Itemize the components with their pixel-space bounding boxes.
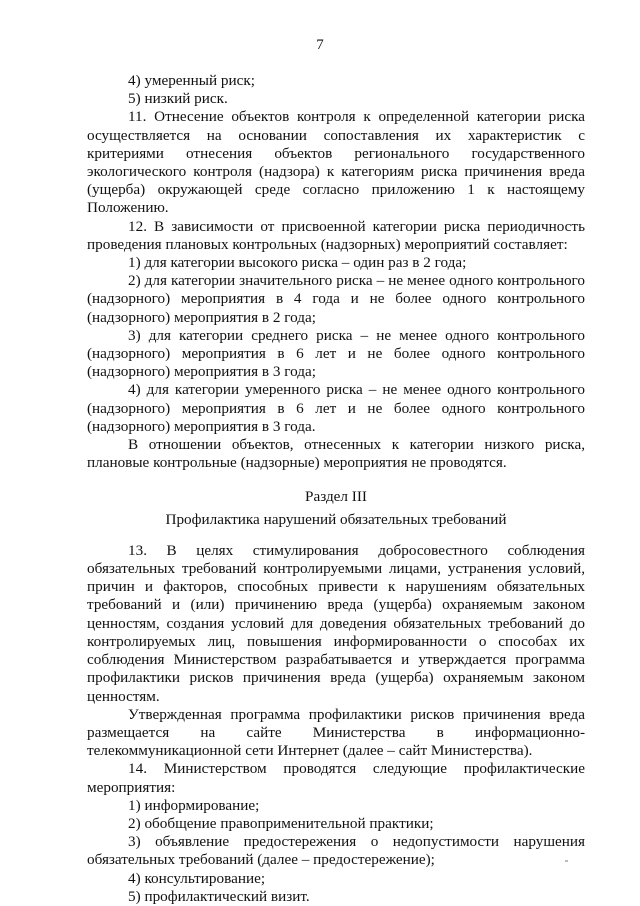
paragraph-14: 14. Министерством проводятся следующие профилактические мероприятия: — [87, 760, 585, 796]
list-item: 2) обобщение правоприменительной практики; — [128, 814, 434, 832]
list-item: 3) объявление предостережения о недопустимости нарушения обязательных требований (далее – предостережение); — [87, 833, 585, 869]
paragraph-13: 13. В целях стимулирования добросовестного соблюдения обязательных требований контролируемыми лицами, устранения условий, причин и факторов, способных привести к нарушениям обязательных требований и (или) причинению вреда (ущерба) охраняемым законом ценностям, создания условий для доведения обязательных требований до контролируемых лиц, повышения информированности о способах их соблюдения Министерством разрабатывается и утверждается программа профилактики рисков причинения вреда (ущерба) охраняемым законом ценностям. — [87, 541, 585, 705]
list-item: 4) консультирование; — [128, 869, 266, 887]
scan-artifact — [565, 860, 568, 862]
section-title: Профилактика нарушений обязательных требований — [165, 510, 507, 528]
list-item: 3) для категории среднего риска – не менее одного контрольного (надзорного) мероприятия в 6 лет и не более одного контрольного (надзорного) мероприятия в 3 года; — [87, 326, 585, 381]
page-number: 7 — [316, 37, 324, 53]
section-label: Раздел III — [305, 488, 367, 506]
list-item: 2) для категории значительного риска – не менее одного контрольного (надзорного) мероприятия в 4 года и не более одного контрольного (надзорного) мероприятия в 2 года; — [87, 272, 585, 326]
paragraph-11: 11. Отнесение объектов контроля к определенной категории риска осуществляется на основании сопоставления их характеристик с критериями отнесения объектов регионального государственного экологического контроля (надзора) к категориям риска причинения вреда (ущерба) окружающей среде согласно приложению 1 к настоящему Положению. — [87, 108, 585, 217]
list-item: 5) профилактический визит. — [128, 887, 310, 905]
paragraph: Утвержденная программа профилактики рисков причинения вреда размещается на сайте Министерства в информационно-телекоммуникационной сети Интернет (далее – сайт Министерства). — [87, 705, 585, 760]
paragraph: В отношении объектов, отнесенных к категории низкого риска, плановые контрольные (надзорные) мероприятия не проводятся. — [87, 436, 585, 472]
paragraph-12: 12. В зависимости от присвоенной категории риска периодичность проведения плановых контрольных (надзорных) мероприятий составляет: — [87, 217, 585, 253]
list-item: 4) умеренный риск; — [128, 72, 255, 89]
list-item: 1) информирование; — [128, 796, 260, 814]
list-item: 1) для категории высокого риска – один раз в 2 года; — [128, 254, 467, 272]
document-body — [87, 72, 585, 906]
list-item: 4) для категории умеренного риска – не менее одного контрольного (надзорного) мероприятия в 6 лет и не более одного контрольного (надзорного) мероприятия в 3 года. — [87, 381, 585, 435]
list-item: 5) низкий риск. — [128, 90, 228, 108]
